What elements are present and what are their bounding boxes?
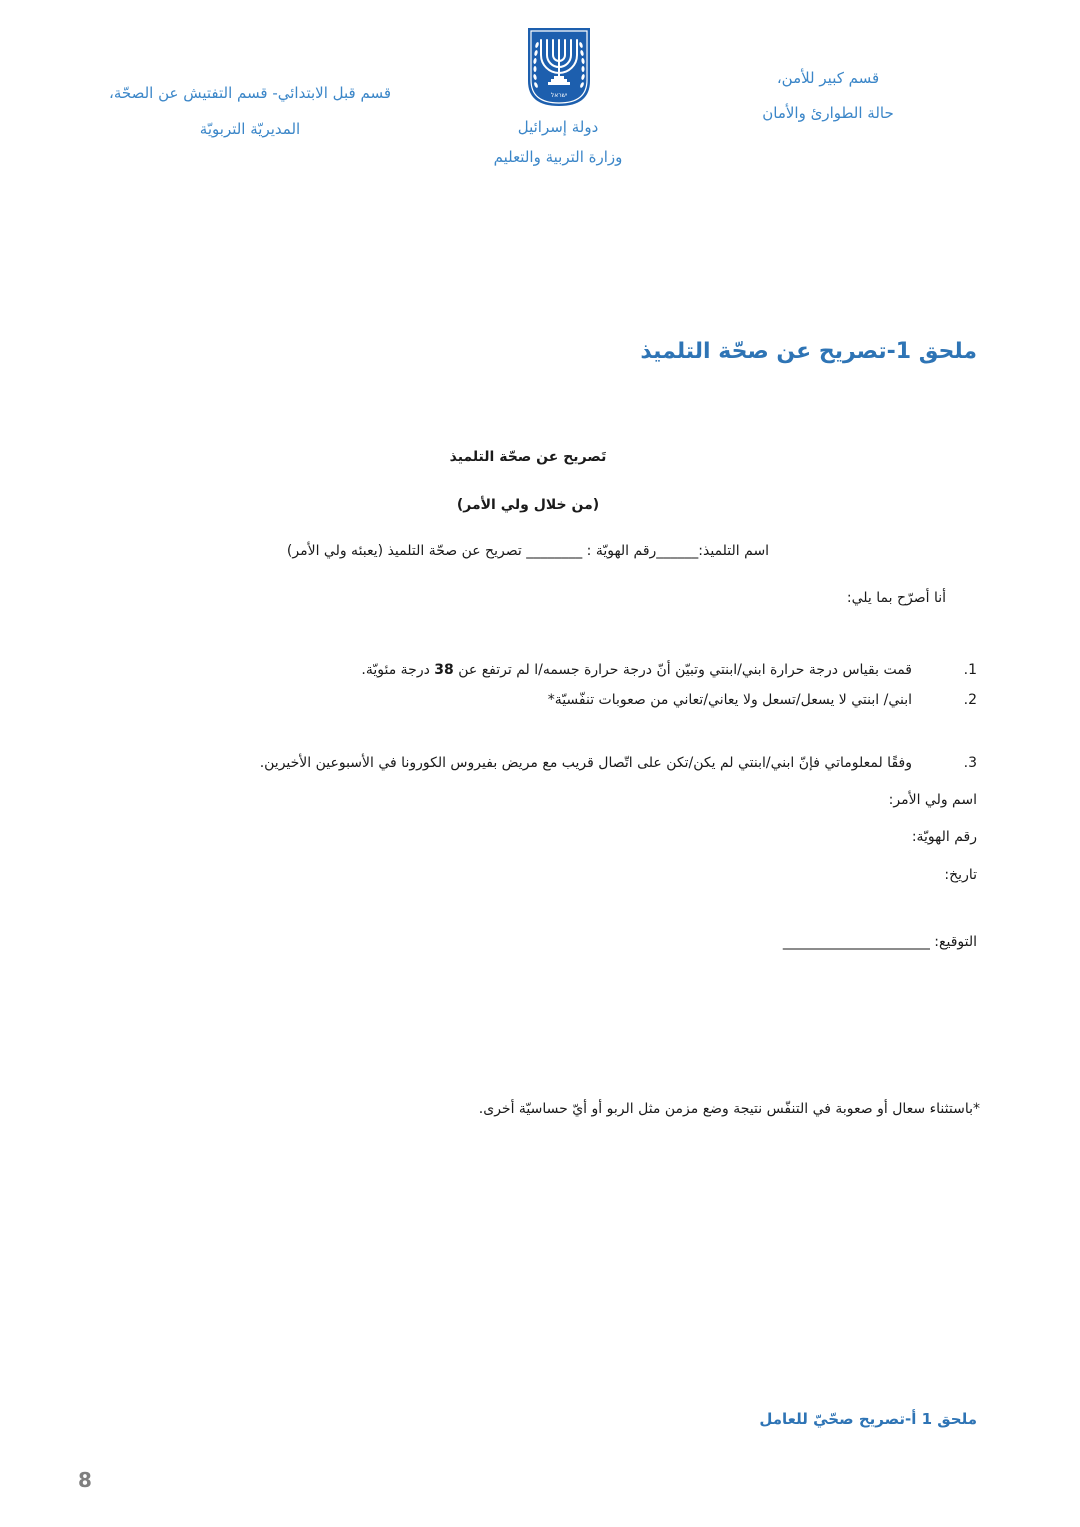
item-text-before: قمت بقياس درجة حرارة ابني/ابنتي وتبيّن أنّ درجة حرارة جسمه/ا لم ترتفع عن — [453, 662, 912, 678]
list-item: ابني/ ابنتي لا يسعل/تسعل ولا يعاني/تعاني من صعوبات تنفّسيّة* — [547, 692, 912, 708]
signature-row — [783, 932, 977, 952]
state-emblem-icon — [527, 27, 591, 107]
header-center-line1: دولة إسرائيل — [517, 118, 599, 136]
header-right-line2: حالة الطوارئ والأمان — [762, 104, 894, 122]
form-heading: تَصريح عن صحّة التلميذ — [449, 449, 607, 465]
item-temperature-value: 38 — [434, 662, 454, 678]
declaration-intro: أنا أصرّح بما يلي: — [846, 590, 946, 606]
header-left-line2: المديريّة التربويّة — [199, 120, 301, 138]
item-number: 1. — [963, 662, 977, 678]
form-subheading: (من خلال ولي الأمر) — [456, 497, 600, 513]
item-number: 2. — [963, 692, 977, 708]
signature-line: _____________________ — [782, 934, 930, 950]
student-line: اسم التلميذ:______رقم الهويّة : ________ تصريح عن صحّة التلميذ (يعبئه ولي الأمر) — [286, 543, 770, 559]
id-number-label: رقم الهويّة: — [911, 829, 977, 845]
signature-label: التوقيع: — [934, 934, 977, 950]
page-title: ملحق 1-تصريح عن صحّة التلميذ — [640, 339, 977, 364]
parent-name-label: اسم ولي الأمر: — [888, 792, 977, 808]
header-right-line1: قسم كبير للأمن، — [776, 69, 880, 87]
list-item — [361, 660, 912, 680]
footnote: *باستثناء سعال أو صعوبة في التنفّس نتيجة وضع مزمن مثل الربو أو أيّ حساسيّة أخرى. — [478, 1101, 980, 1117]
header-center-line2: وزارة التربية والتعليم — [493, 148, 623, 166]
page-number: 8 — [78, 1468, 92, 1492]
header-left-line1: قسم قبل الابتدائي- قسم التفتيش عن الصحّة، — [109, 84, 391, 102]
date-label: تاريخ: — [944, 867, 977, 883]
item-number: 3. — [963, 755, 977, 771]
emblem-text: ישראל — [550, 92, 568, 99]
item-text-after: درجة مئويّة. — [361, 662, 435, 678]
annex-reference: ملحق 1 أ-تصريح صحّيّ للعامل — [759, 1410, 977, 1428]
list-item: وفقًا لمعلوماتي فإنّ ابني/ابنتي لم يكن/تكن على اتّصال قريب مع مريض بفيروس الكورونا في الأسبوعين الأخيرين. — [259, 755, 912, 771]
